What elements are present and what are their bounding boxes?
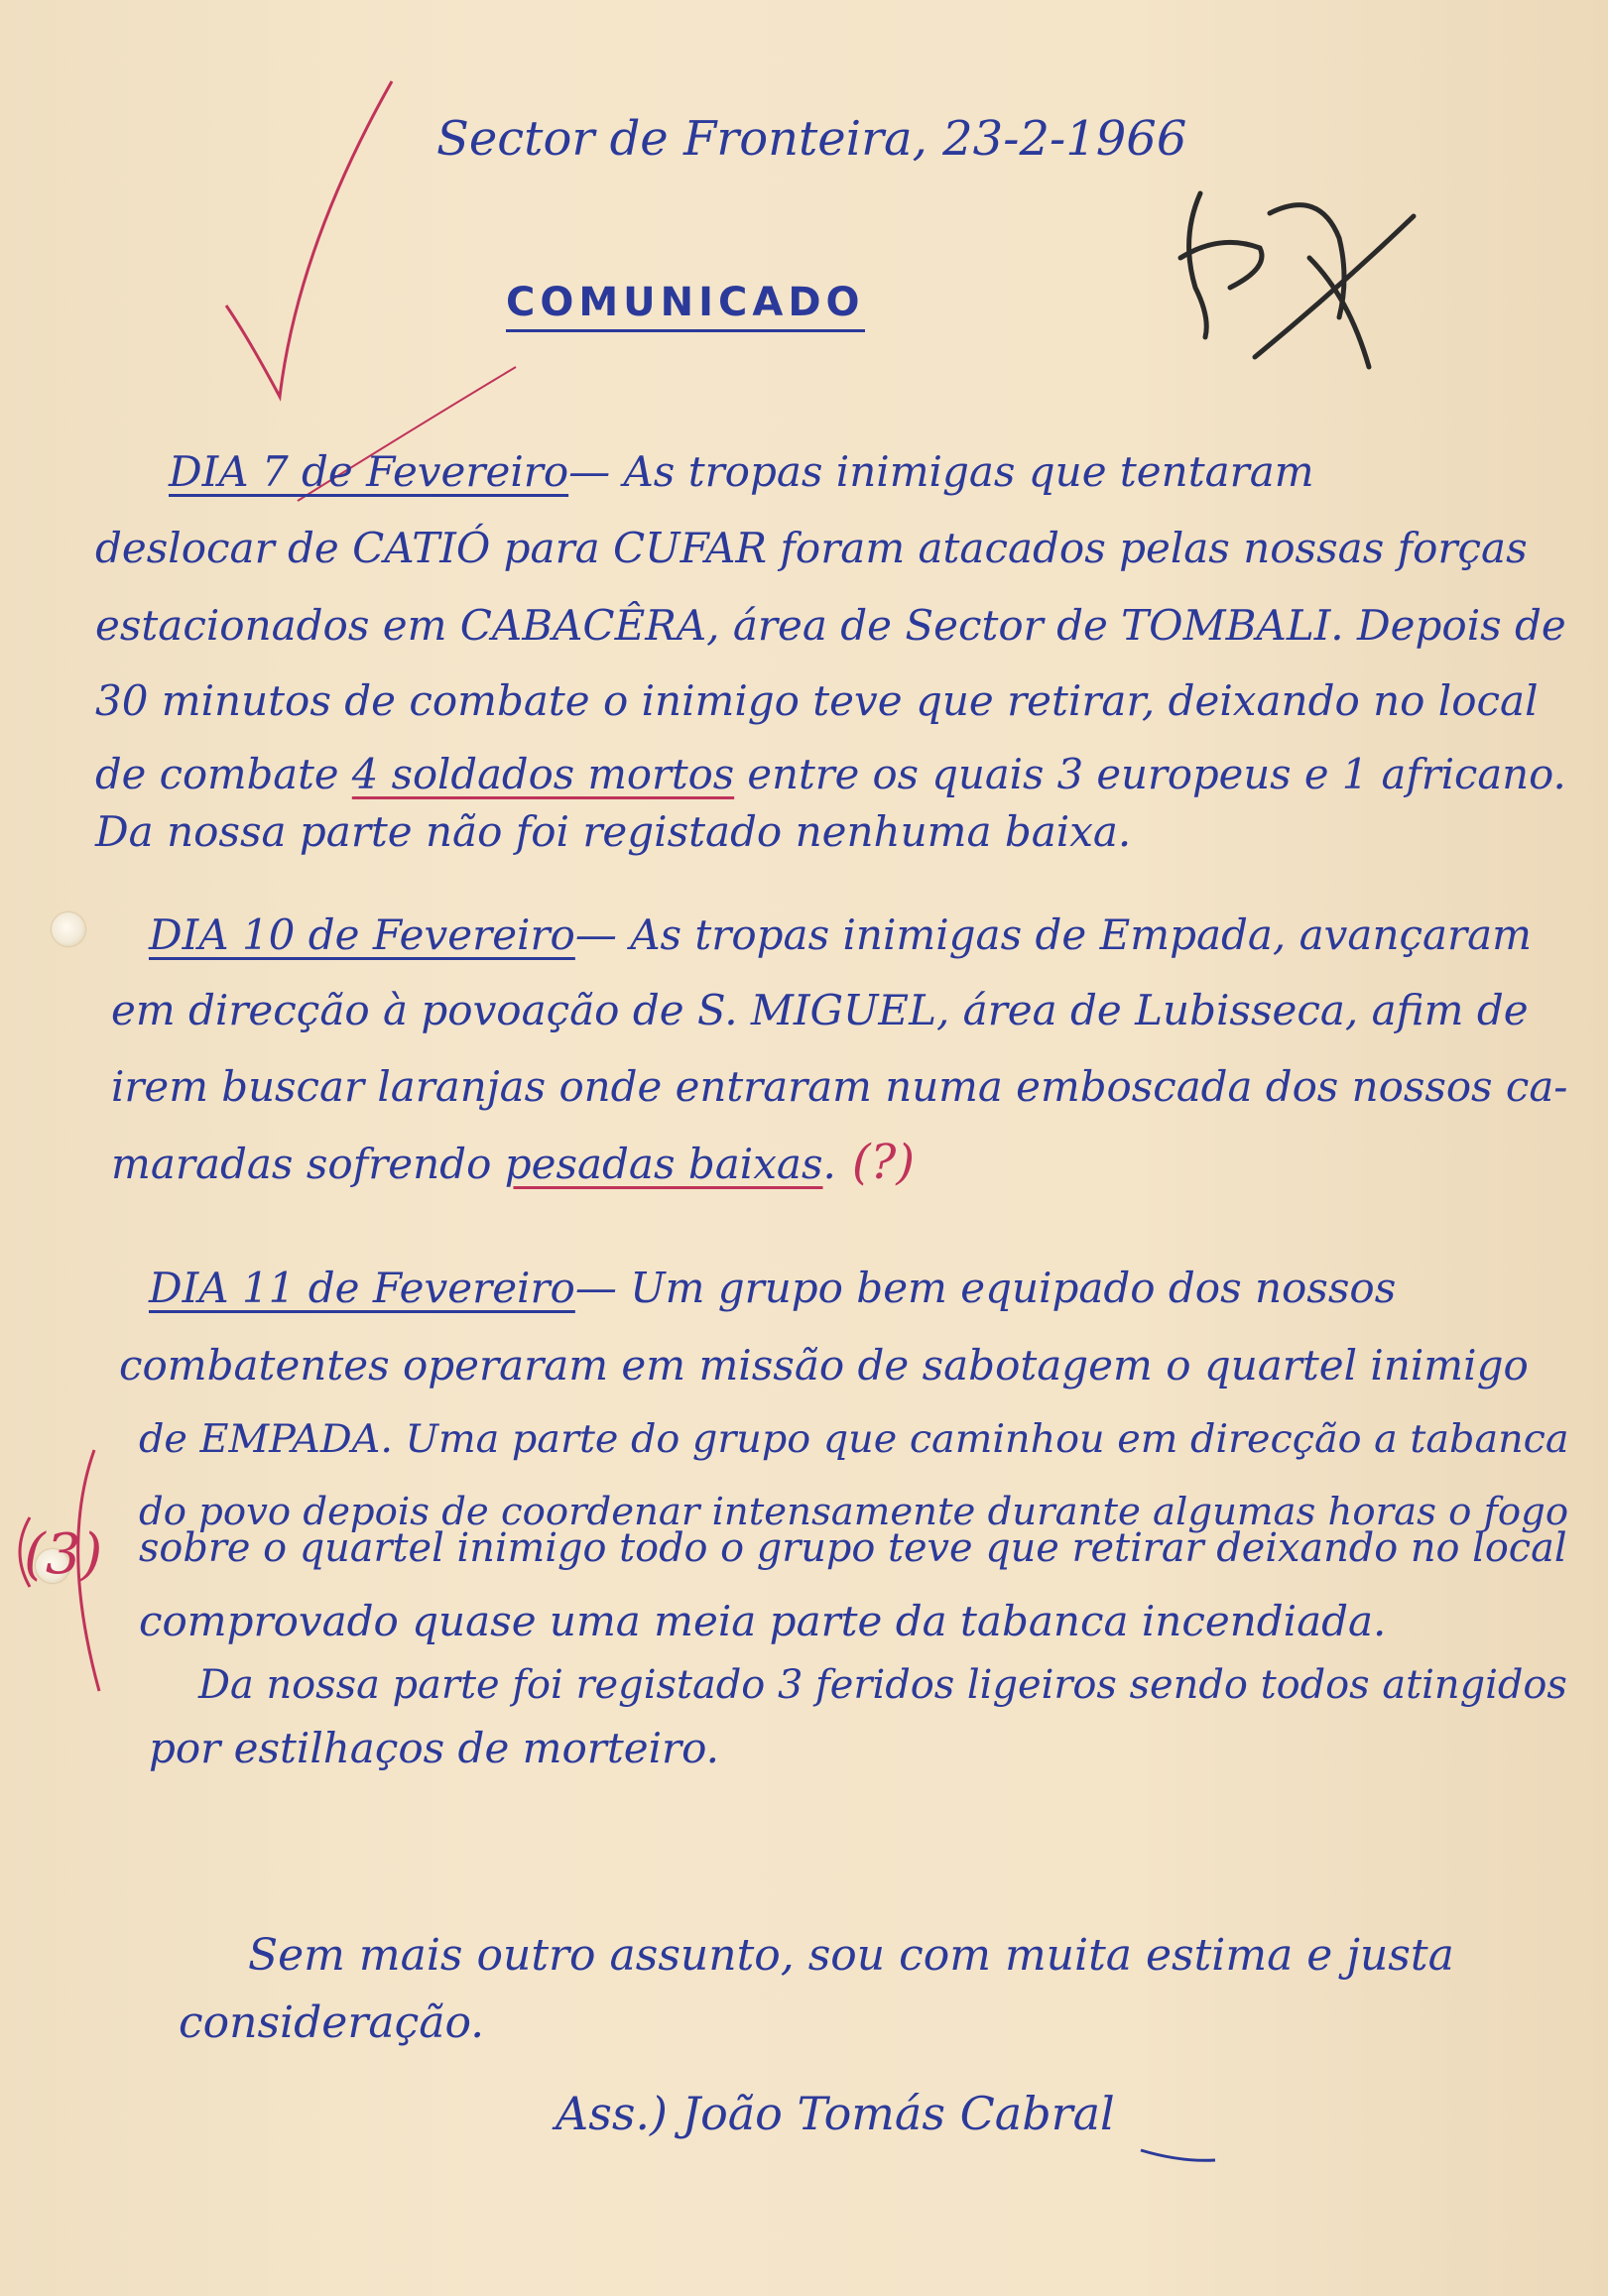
margin-note: (3): [24, 1522, 103, 1587]
section-3-line-5: sobre o quartel inimigo todo o grupo teve que retirar deixando no local: [139, 1525, 1567, 1571]
section-1-line-5: de combate 4 soldados mortos entre os quais 3 europeus e 1 africano.: [95, 750, 1566, 798]
section-1-line-1: DIA 7 de Fevereiro— As tropas inimigas que tentaram: [169, 447, 1314, 496]
closing-line-1: Sem mais outro assunto, sou com muita estima e justa: [248, 1930, 1454, 1981]
closing-line-2: consideração.: [179, 1997, 485, 2048]
section-2-line-2: em direcção à povoação de S. MIGUEL, área de Lubisseca, afim de: [111, 986, 1529, 1034]
section-1-line-6: Da nossa parte não foi registado nenhuma baixa.: [95, 807, 1132, 856]
section-3-line-1: DIA 11 de Fevereiro— Um grupo bem equipado dos nossos: [149, 1264, 1397, 1312]
section-2-line-1: DIA 10 de Fevereiro— As tropas inimigas de Empada, avançaram: [149, 910, 1532, 959]
day-label: DIA 7 de Fevereiro: [169, 447, 569, 496]
section-3-line-4: do povo depois de coordenar intensamente durante algumas horas o fogo: [139, 1490, 1569, 1534]
signature-flourish: [1141, 2150, 1215, 2160]
section-1-line-3: estacionados em CABACÊRA, área de Sector de TOMBALI. Depois de: [95, 601, 1566, 650]
question-note: (?): [851, 1135, 916, 1190]
day-label: DIA 11 de Fevereiro: [149, 1264, 575, 1312]
black-initials-mark: [1180, 193, 1414, 367]
section-1-line-4: 30 minutos de combate o inimigo teve que retirar, deixando no local: [95, 676, 1539, 725]
section-1-line-2: deslocar de CATIÓ para CUFAR foram atacados pelas nossas forças: [95, 524, 1528, 572]
document-title: COMUNICADO: [506, 280, 865, 332]
day-label: DIA 10 de Fevereiro: [149, 910, 575, 959]
section-3-line-6: comprovado quase uma meia parte da tabanca incendiada.: [139, 1597, 1387, 1645]
section-2-line-4: maradas sofrendo pesadas baixas. (?): [111, 1135, 916, 1190]
place-date: Sector de Fronteira, 23-2-1966: [436, 111, 1187, 167]
section-2-line-3: irem buscar laranjas onde entraram numa emboscada dos nossos ca-: [111, 1062, 1568, 1111]
red-check-mark: [226, 81, 392, 397]
underlined-phrase: 4 soldados mortos: [351, 750, 735, 798]
section-3-line-7: Da nossa parte foi registado 3 feridos ligeiros sendo todos atingidos: [198, 1662, 1567, 1708]
section-3-line-2: combatentes operaram em missão de sabotagem o quartel inimigo: [119, 1341, 1529, 1390]
section-3-line-8: por estilhaços de morteiro.: [149, 1724, 719, 1772]
underlined-phrase: pesadas baixas: [504, 1140, 823, 1188]
section-3-line-3: de EMPADA. Uma parte do grupo que caminhou em direcção a tabanca: [139, 1416, 1569, 1462]
signature: Ass.) João Tomás Cabral: [556, 2087, 1115, 2140]
